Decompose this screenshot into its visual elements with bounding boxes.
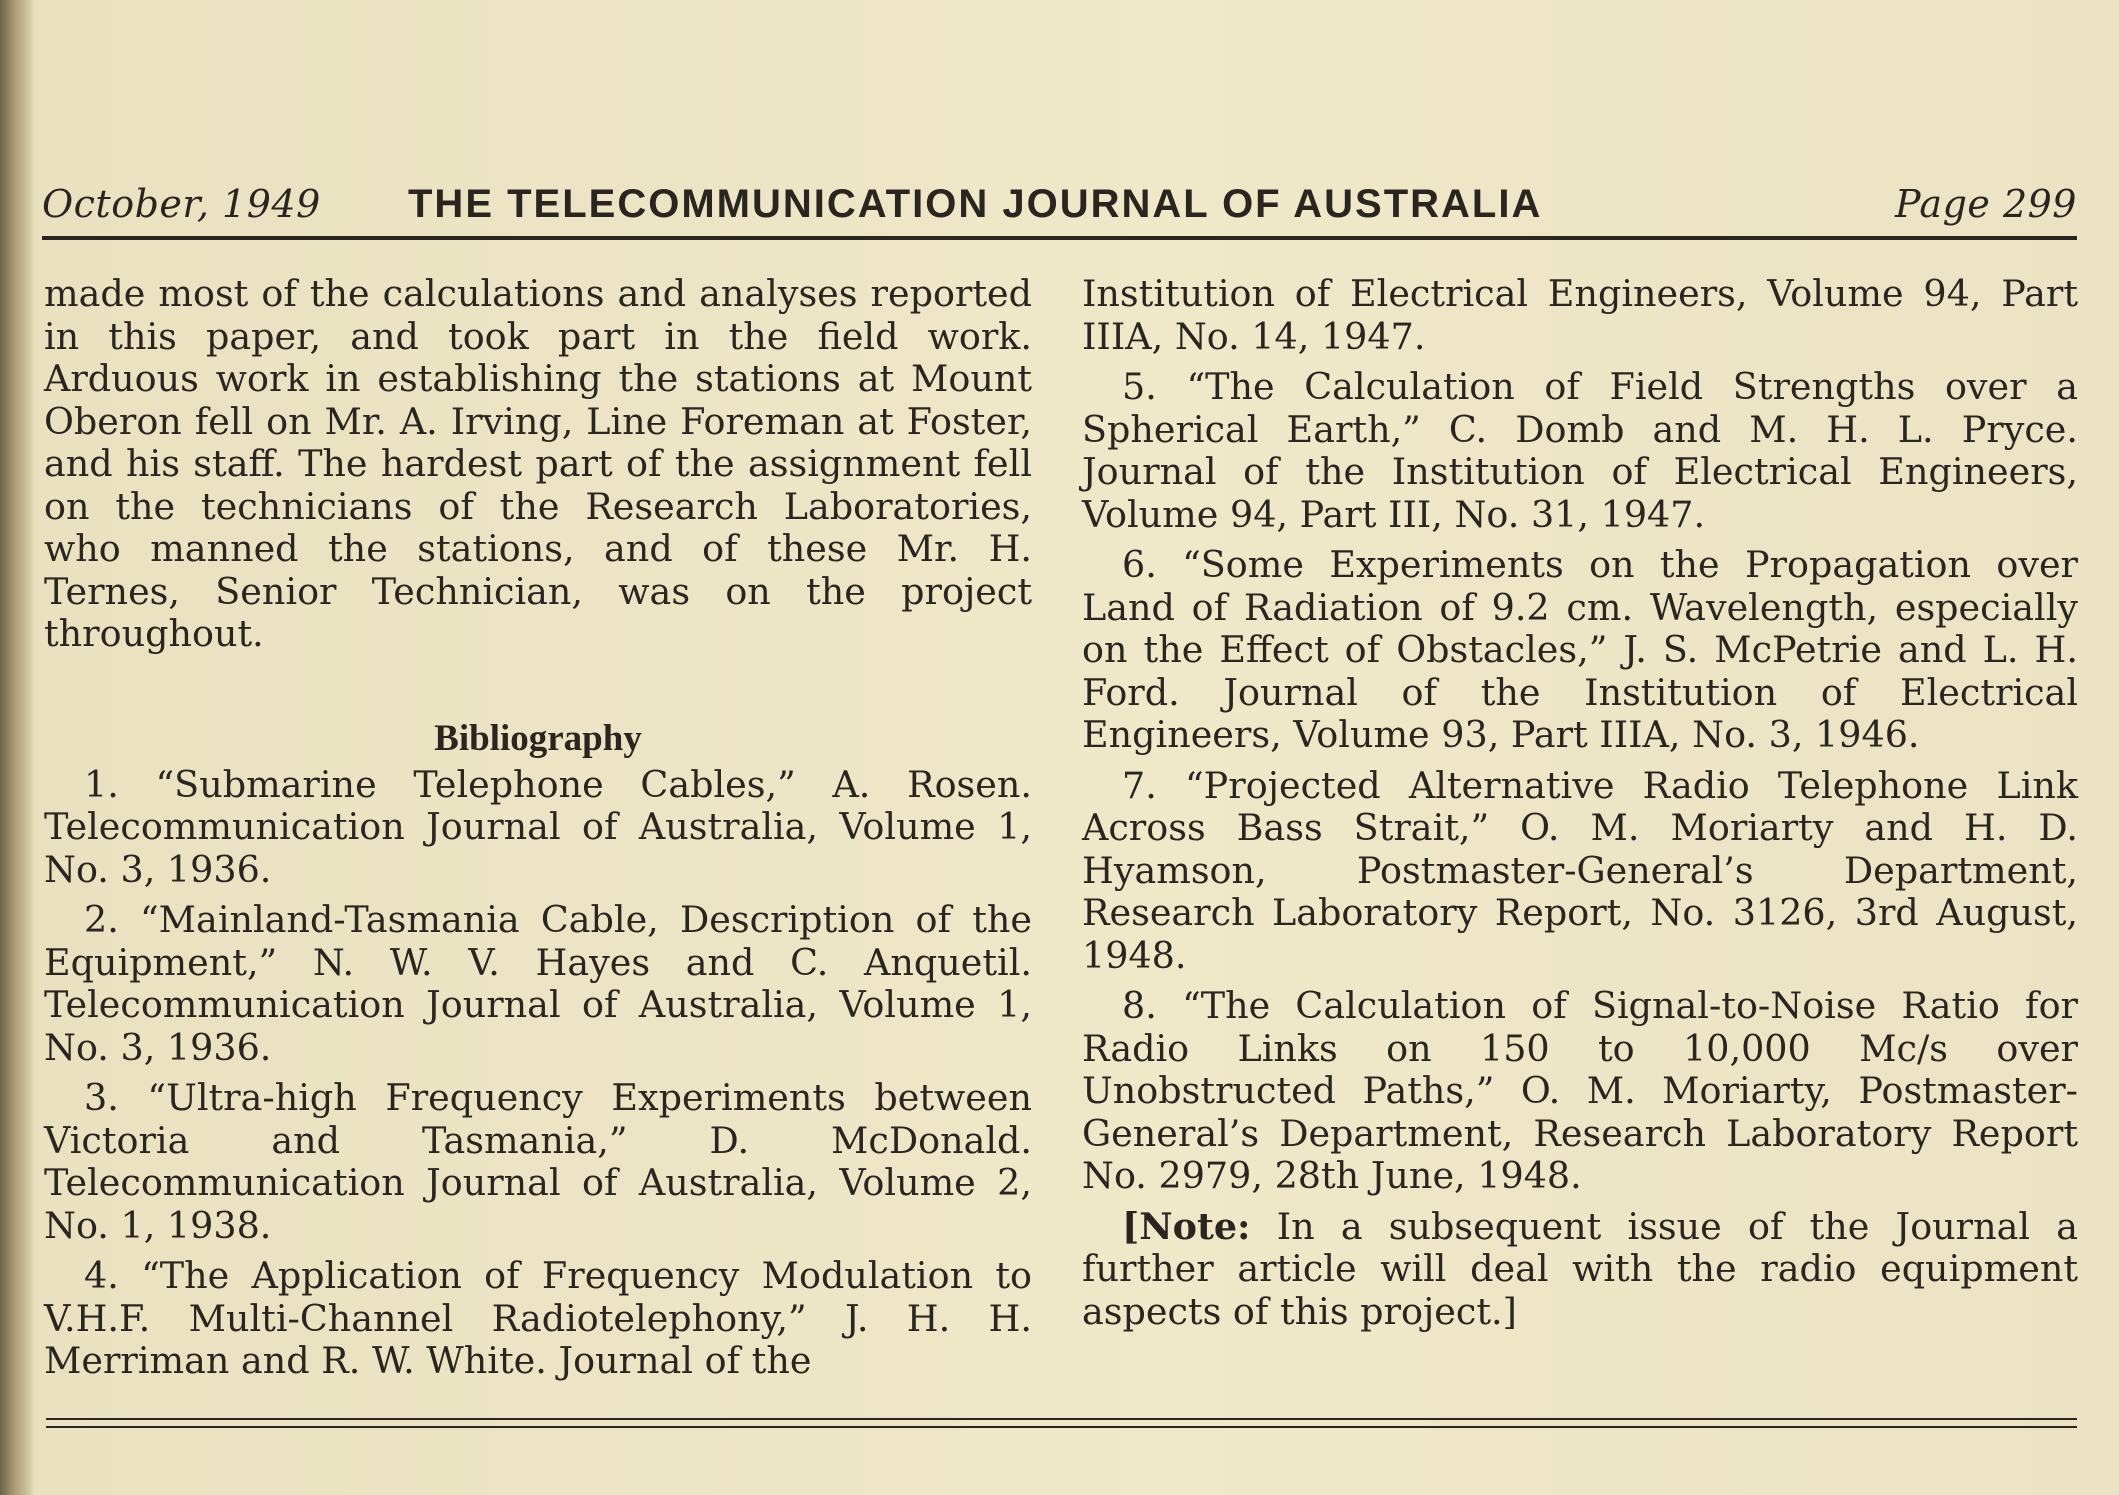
acknowledgement-paragraph: made most of the calculations and analyses reported in this paper, and took part in the field work. Arduous work in establishing the stations at Mount Oberon fell on Mr. A. Irving, Line Foreman at Foster, and his staff. The hardest part of the assignment fell on the technicians of the Research Laboratories, who manned the stations, and of these Mr. H. Ternes, Senior Technician, was on the project throughout. <box>44 272 1032 655</box>
note-label: [Note: <box>1122 1204 1251 1248</box>
reference-1: 1. “Submarine Telephone Cables,” A. Rosen. Telecommunication Journal of Australia, Volume 1, No. 3, 1936. <box>44 762 1032 891</box>
running-head <box>42 178 2077 230</box>
journal-title: THE TELECOMMUNICATION JOURNAL OF AUSTRALIA <box>408 182 1543 226</box>
note-text: In a subsequent issue of the Journal a further article will deal with the radio equipment aspects of this project.] <box>1082 1204 2078 1333</box>
reference-4: 4. “The Application of Frequency Modulation to V.H.F. Multi-Channel Radiotelephony,” J. H. H. Merriman and R. W. White. Journal of the <box>44 1254 1032 1382</box>
reference-4-continued: Institution of Electrical Engineers, Volume 94, Part IIIA, No. 14, 1947. <box>1082 272 2078 358</box>
reference-7: 7. “Projected Alternative Radio Telephone Link Across Bass Strait,” O. M. Moriarty and H. D. Hyamson, Postmaster-General’s Department, Research Laboratory Report, No. 3126, 3rd August, 1948. <box>1082 763 2078 977</box>
reference-8: 8. “The Calculation of Signal-to-Noise Ratio for Radio Links on 150 to 10,000 Mc/s over Unobstructed Paths,” O. M. Moriarty, Postmaster-General’s Department, Research Laboratory Report No. 2979, 28th June, 1948. <box>1082 984 2078 1197</box>
reference-3: 3. “Ultra-high Frequency Experiments between Victoria and Tasmania,” D. McDonald. Telecommunication Journal of Australia, Volume 2, No. 1, 1938. <box>44 1076 1032 1247</box>
reference-5: 5. “The Calculation of Field Strengths over a Spherical Earth,” C. Domb and M. H. L. Pryce. Journal of the Institution of Electrical Engineers, Volume 94, Part III, No. 31, 1947. <box>1082 365 2078 536</box>
book-gutter-shadow <box>0 0 34 1495</box>
reference-6: 6. “Some Experiments on the Propagation over Land of Radiation of 9.2 cm. Wavelength, especially on the Effect of Obstacles,” J. S. McPetrie and L. H. Ford. Journal of the Institution of Electrical Engineers, Volume 93, Part IIIA, No. 3, 1946. <box>1082 543 2078 756</box>
reference-2: 2. “Mainland-Tasmania Cable, Description of the Equipment,” N. W. V. Hayes and C. Anquetil. Telecommunication Journal of Australia, Volume 1, No. 3, 1936. <box>44 898 1032 1069</box>
left-column <box>44 273 1032 1391</box>
issue-date: October, 1949 <box>42 182 321 226</box>
header-rule <box>42 236 2077 240</box>
editorial-note <box>1082 1206 2078 1334</box>
bibliography-heading: Bibliography <box>434 717 642 759</box>
right-column <box>1082 273 2078 1333</box>
footer-double-rule <box>46 1418 2077 1420</box>
page-number: Page 299 <box>1895 182 2077 226</box>
